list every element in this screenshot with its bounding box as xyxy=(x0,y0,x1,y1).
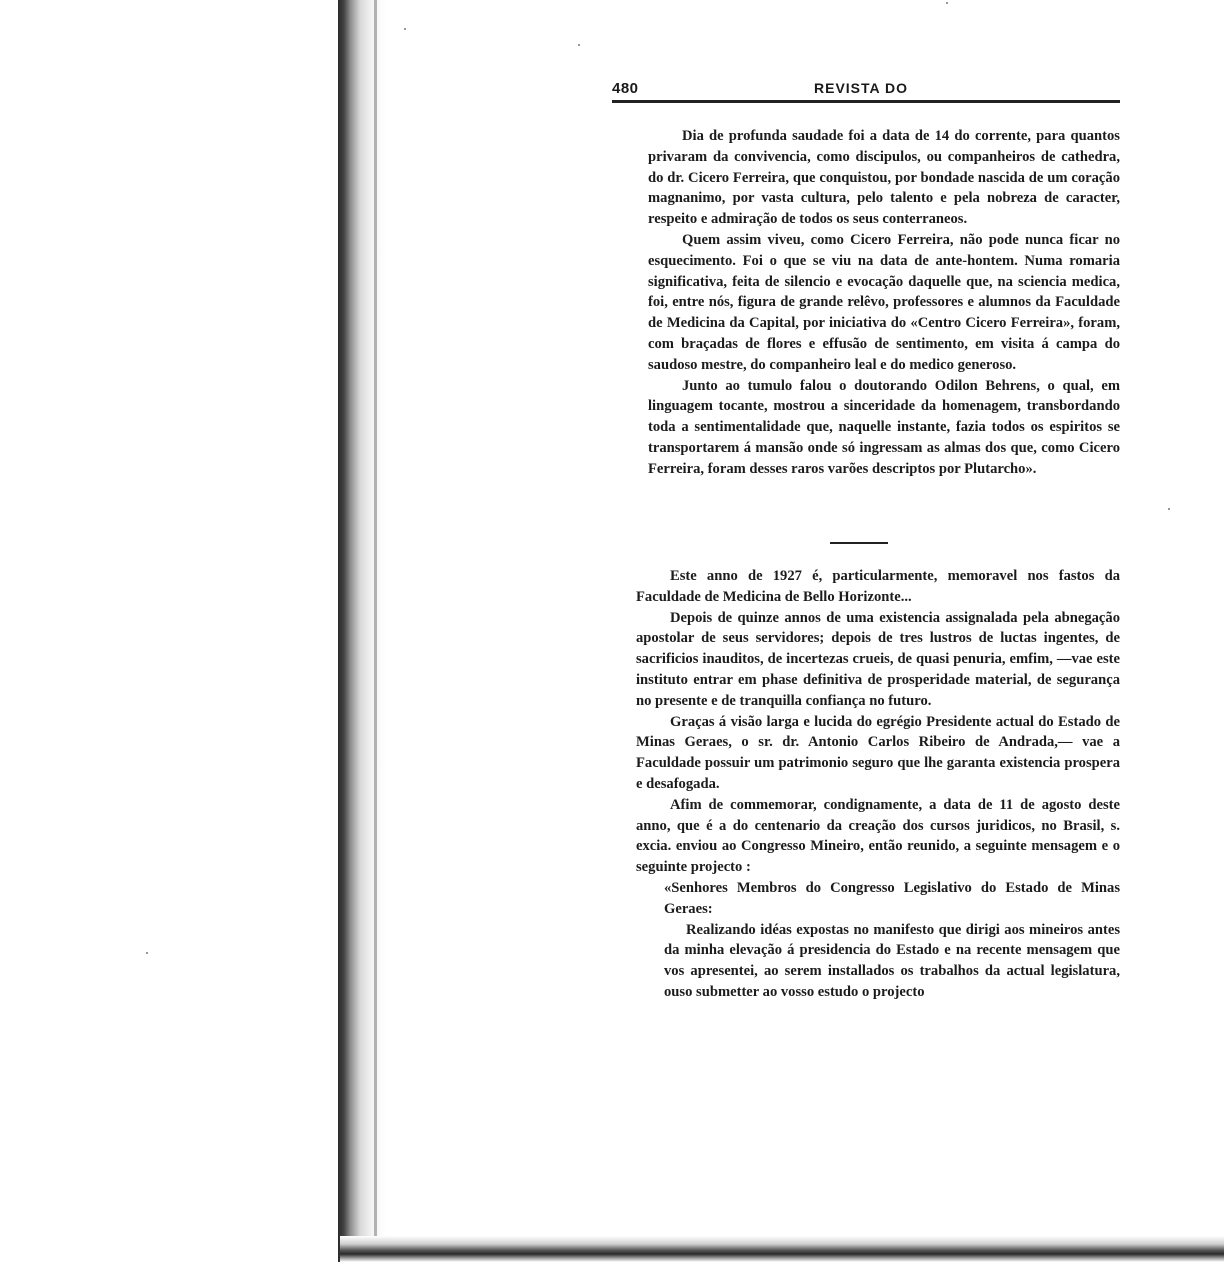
running-title: REVISTA DO xyxy=(814,80,909,96)
letter-salutation: «Senhores Membros do Congresso Legislativo do Estado de Minas Geraes: xyxy=(664,879,1120,917)
section-divider xyxy=(830,542,888,544)
page-number: 480 xyxy=(612,80,639,97)
paper-speck xyxy=(146,952,148,954)
paragraph: Graças á visão larga e lucida do egrégio Presidente actual do Estado de Minas Geraes, o sr. dr. Antonio Carlos Ribeiro de Andrada,— vae a Faculdade possuir um patrimonio seguro que lhe garanta existencia prospera e desafogada. xyxy=(636,713,1120,792)
paragraph: Depois de quinze annos de uma existencia assignalada pela abnegação apostolar de seus servidores; depois de tres lustros de luctas ingentes, de sacrificios inauditos, de incertezas crueis, de quasi penuria, emfim, —vae este instituto entrar em phase definitiva de prosperidade material, de segurança no presente e de tranquilla confiança no futuro. xyxy=(636,609,1120,709)
header-rule xyxy=(612,100,1120,103)
paper-speck xyxy=(946,2,948,4)
paragraph: Este anno de 1927 é, particularmente, memoravel nos fastos da Faculdade de Medicina de Bello Horizonte... xyxy=(636,568,1120,605)
section-two-text xyxy=(636,566,1120,1003)
letter-body: Realizando idéas expostas no manifesto que dirigi aos mineiros antes da minha elevação á presidencia do Estado e na recente mensagem que vos apresentei, ao serem installados os trabalhos da actual legislatura, ouso submetter ao vosso estudo o projecto xyxy=(664,921,1120,1000)
paragraph: Dia de profunda saudade foi a data de 14 do corrente, para quantos privaram da convivencia, como discipulos, ou companheiros de cathedra, do dr. Cicero Ferreira, que conquistou, por bondade nascida de um coração magnanimo, por vasta cultura, pelo talento e pela nobreza de caracter, respeito e admiração de todos os seus conterraneos. xyxy=(648,128,1120,228)
paper-speck xyxy=(1168,508,1170,510)
page-bottom-edge xyxy=(340,1236,1224,1262)
book-gutter xyxy=(338,0,386,1262)
paragraph: Quem assim viveu, como Cicero Ferreira, não pode nunca ficar no esquecimento. Foi o que se viu na data de ante-hontem. Numa romaria significativa, feita de silencio e evocação daquelle que, na sciencia medica, foi, entre nós, figura de grande relêvo, professores e alumnos da Faculdade de Medicina da Capital, por iniciativa do «Centro Cicero Ferreira», foram, com braçadas de flores e effusão de sentimento, em visita á campa do saudoso mestre, do companheiro leal e do medico generoso. xyxy=(648,231,1120,373)
paragraph: Afim de commemorar, condignamente, a data de 11 de agosto deste anno, que é a do centenario da creação dos cursos juridicos, no Brasil, s. excia. enviou ao Congresso Mineiro, então reunido, a seguinte mensagem e o seguinte projecto : xyxy=(636,796,1120,876)
section-one-text xyxy=(648,126,1120,480)
page-header xyxy=(612,78,1120,102)
paper-speck xyxy=(404,28,406,30)
paper-speck xyxy=(578,44,580,46)
gutter-shadow-line xyxy=(374,0,377,1262)
paragraph: Junto ao tumulo falou o doutorando Odilon Behrens, o qual, em linguagem tocante, mostrou a sinceridade da homenagem, transbordando toda a sentimentalidade que, naquelle instante, fazia todos os espiritos se transportarem á mansão onde só ingressam as almas dos que, como Cicero Ferreira, foram desses raros varões descriptos por Plutarcho». xyxy=(648,377,1120,477)
